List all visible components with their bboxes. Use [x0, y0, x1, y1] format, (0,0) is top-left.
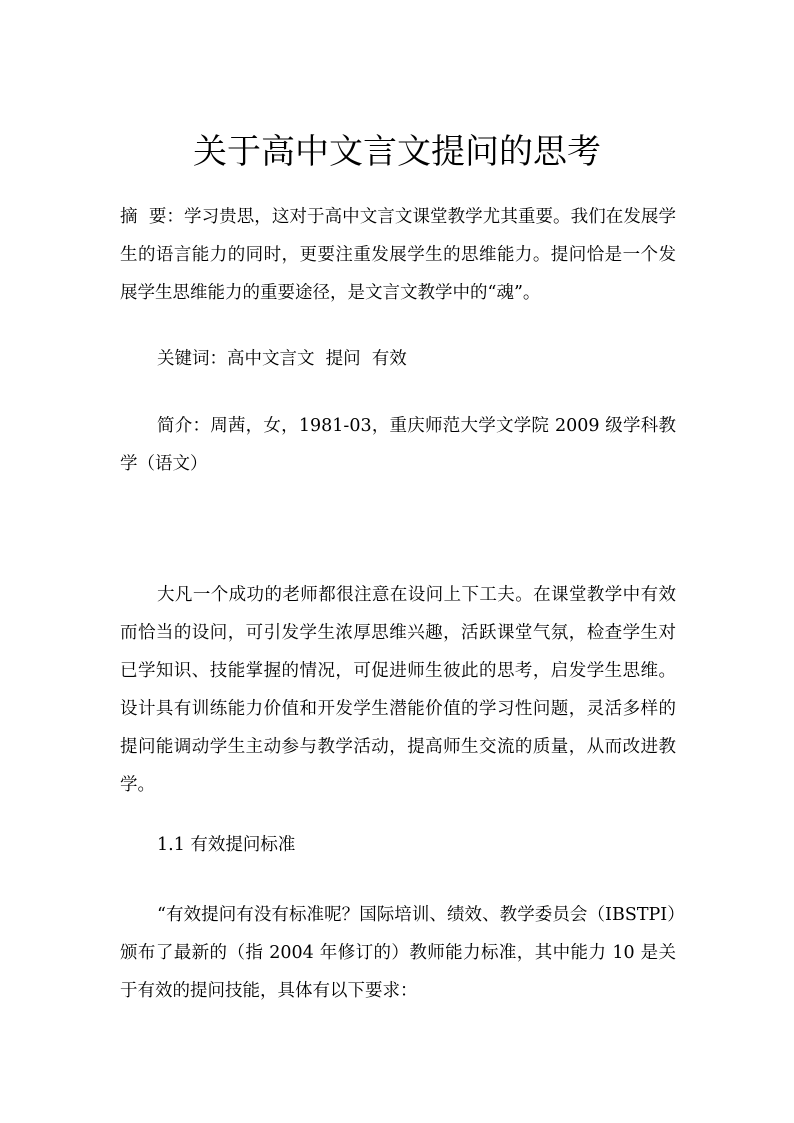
abstract-label: 摘 要： [120, 207, 184, 227]
bio-label: 简介： [157, 416, 211, 436]
keywords-text: 高中文言文 提问 有效 [227, 349, 407, 369]
document-title: 关于高中文言文提问的思考 [193, 132, 601, 172]
keywords-paragraph [120, 340, 676, 378]
body-paragraph-1: 大凡一个成功的老师都很注意在设问上下工夫。在课堂教学中有效而恰当的设问，可引发学生浓厚思维兴趣，活跃课堂气氛，检查学生对已学知识、技能掌握的情况，可促进师生彼此的思考，启发学生思维。设计具有训练能力价值和开发学生潜能价值的学习性问题，灵活多样的提问能调动学生主动参与教学活动，提高师生交流的质量，从而改进教学。 [120, 585, 676, 795]
keywords-label: 关键词： [157, 349, 227, 369]
abstract-paragraph [120, 198, 676, 312]
abstract-text: 学习贵思，这对于高中文言文课堂教学尤其重要。我们在发展学生的语言能力的同时，更要注重发展学生的思维能力。提问恰是一个发展学生思维能力的重要途径，是文言文教学中的“魂”。 [120, 207, 676, 303]
bio-text: 周茜，女，1981-03，重庆师范大学文学院 2009 级学科教学（语文） [120, 416, 676, 474]
author-bio-paragraph [120, 407, 676, 483]
section-heading: 1.1 有效提问标准 [157, 835, 296, 855]
body-paragraph-2: “有效提问有没有标准呢？国际培训、绩效、教学委员会（IBSTPI）颁布了最新的（指 2004 年修订的）教师能力标准，其中能力 10 是关于有效的提问技能，具体有以下要求： [120, 905, 676, 1001]
